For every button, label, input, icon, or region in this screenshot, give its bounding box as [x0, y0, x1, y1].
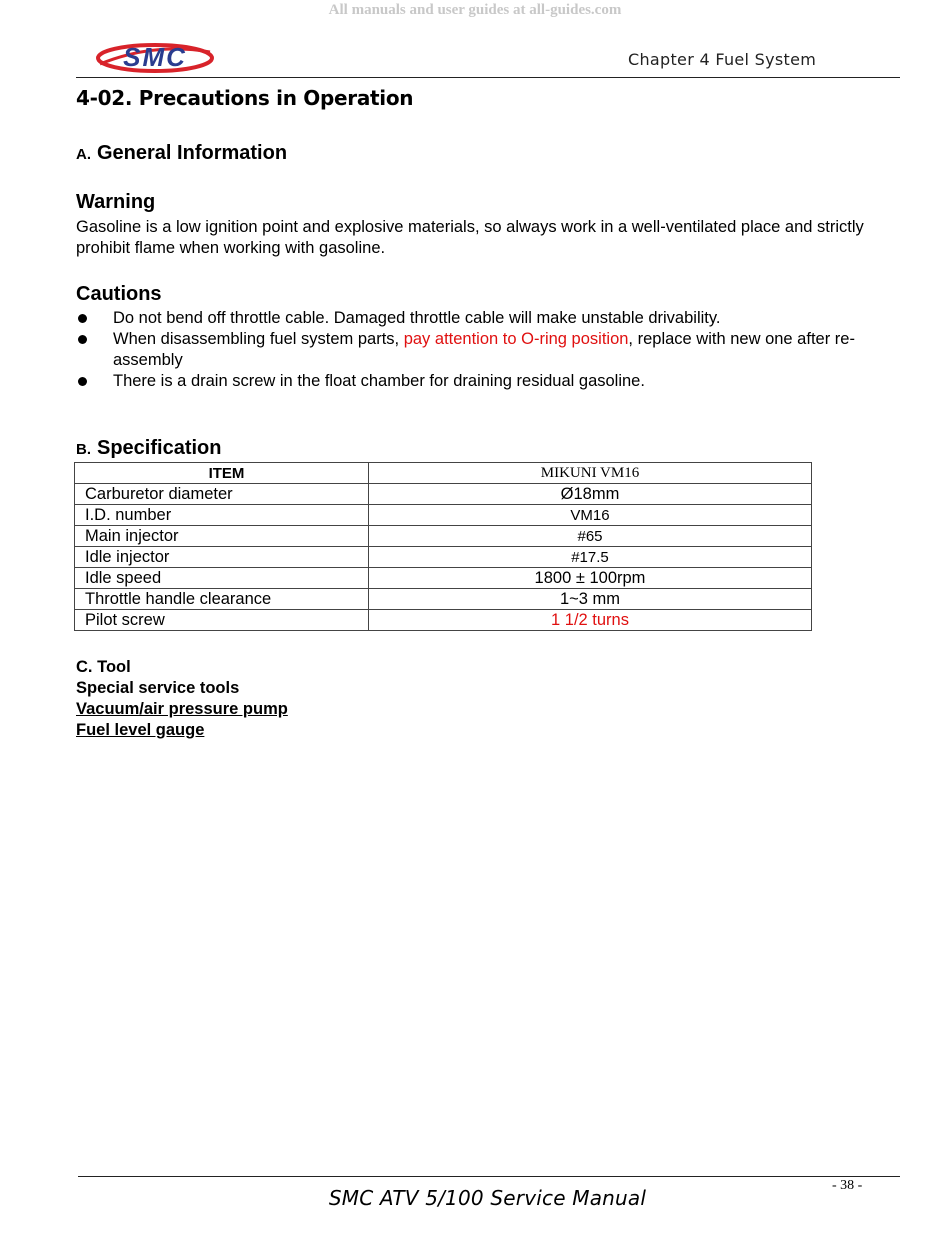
row-item: Idle injector [75, 547, 369, 568]
table-row [75, 610, 812, 631]
row-value: 1800 ± 100rpm [369, 568, 812, 589]
cautions-heading: Cautions [76, 283, 162, 305]
header-item: ITEM [75, 463, 369, 484]
section-a-letter: A. [76, 146, 91, 163]
caution-text-before: When disassembling fuel system parts, [113, 330, 404, 348]
row-value: #65 [369, 526, 812, 547]
row-item: Carburetor diameter [75, 484, 369, 505]
row-value: VM16 [369, 505, 812, 526]
section-b-letter: B. [76, 441, 91, 458]
special-tools-heading: Special service tools [76, 679, 240, 697]
row-item: Main injector [75, 526, 369, 547]
section-b-heading [76, 437, 221, 460]
warning-heading: Warning [76, 191, 156, 213]
caution-item [76, 308, 886, 329]
header-rule [76, 77, 900, 78]
tool-item: Vacuum/air pressure pump [76, 700, 288, 718]
table-row [75, 505, 812, 526]
footer-rule [78, 1176, 900, 1177]
caution-text: There is a drain screw in the float chamber for draining residual gasoline. [113, 372, 645, 390]
row-value: 1 1/2 turns [369, 610, 812, 631]
caution-highlight: pay attention to O-ring position [403, 330, 629, 348]
section-c-heading: C. Tool [76, 658, 131, 676]
caution-text: Do not bend off throttle cable. Damaged throttle cable will make unstable drivability. [113, 309, 721, 327]
smc-logo [94, 38, 216, 78]
row-item: Pilot screw [75, 610, 369, 631]
cautions-list [76, 308, 886, 392]
caution-item [76, 329, 886, 371]
warning-text: Gasoline is a low ignition point and explosive materials, so always work in a well-ventilated place and strictly prohibit flame when working with gasoline. [76, 218, 864, 257]
tool-item: Fuel level gauge [76, 721, 205, 739]
section-b-title: Specification [97, 437, 222, 459]
row-item: I.D. number [75, 505, 369, 526]
watermark: All manuals and user guides at all-guides.com [328, 2, 622, 18]
row-value: Ø18mm [369, 484, 812, 505]
caution-text-after: , replace with new one after re-assembly [113, 330, 855, 369]
section-a-heading [76, 142, 287, 165]
table-row [75, 568, 812, 589]
header-value: MIKUNI VM16 [369, 463, 812, 484]
table-header-row [75, 463, 812, 484]
svg-text:SMC: SMC [123, 42, 187, 72]
page-number: - 38 - [832, 1178, 863, 1193]
row-item: Throttle handle clearance [75, 589, 369, 610]
section-a-title: General Information [97, 142, 288, 164]
bullet-icon [78, 335, 87, 344]
table-row [75, 589, 812, 610]
footer-manual-title: SMC ATV 5/100 Service Manual [328, 1186, 647, 1210]
row-value: 1~3 mm [369, 589, 812, 610]
table-row [75, 526, 812, 547]
bullet-icon [78, 377, 87, 386]
table-row [75, 547, 812, 568]
table-row [75, 484, 812, 505]
spec-table [74, 462, 812, 631]
page-title: 4-02. Precautions in Operation [76, 86, 414, 110]
row-item: Idle speed [75, 568, 369, 589]
row-value: #17.5 [369, 547, 812, 568]
caution-item [76, 371, 886, 392]
bullet-icon [78, 314, 87, 323]
chapter-header: Chapter 4 Fuel System [628, 50, 817, 69]
